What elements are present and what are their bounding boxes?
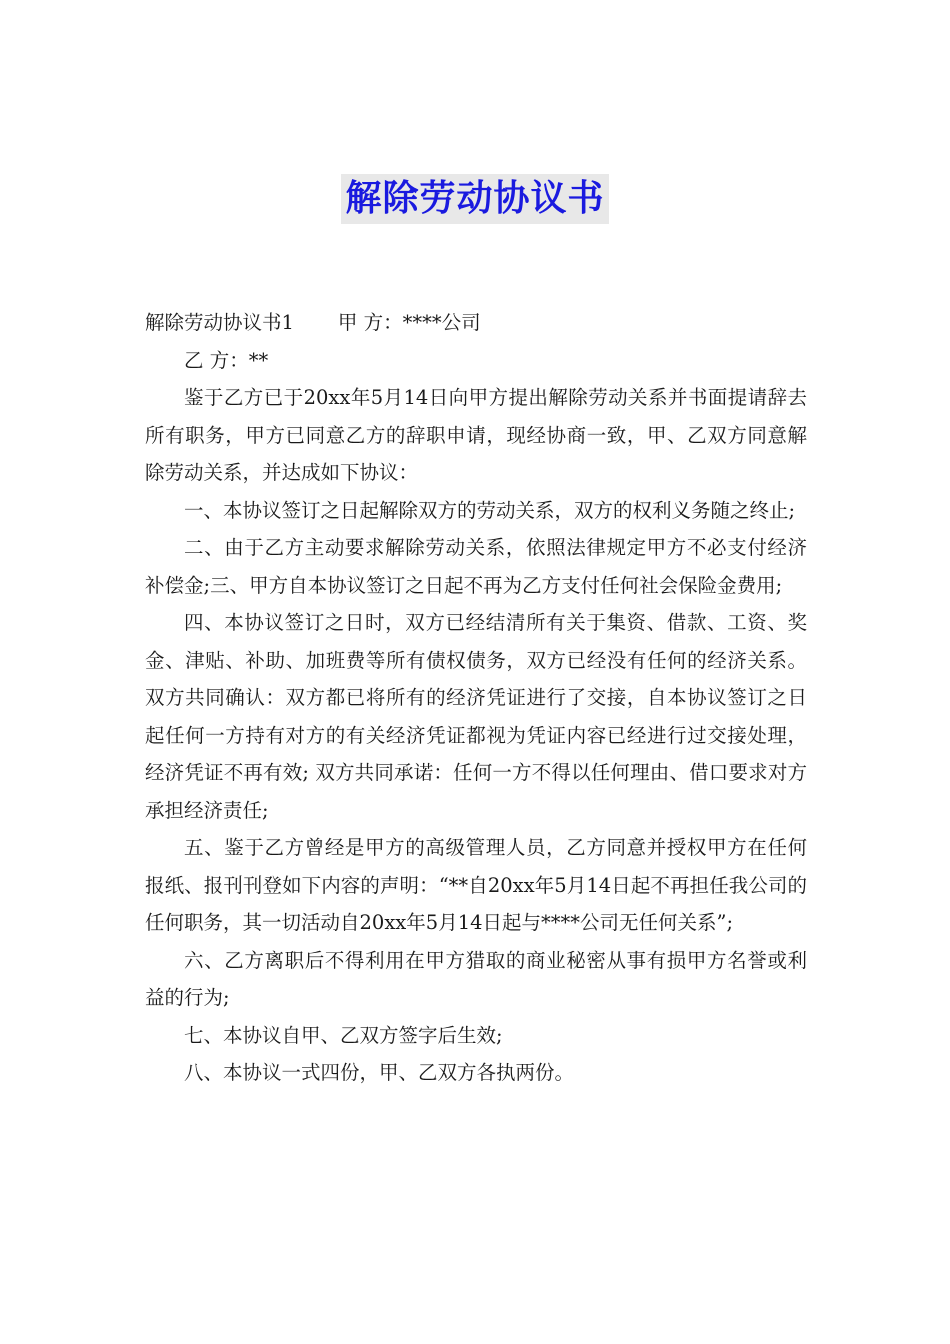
party-a: 甲 方：****公司 [337, 311, 481, 334]
document-title: 解除劳动协议书 [341, 174, 608, 224]
heading-line [145, 304, 807, 342]
paragraph-clause-2-3: 二、由于乙方主动要求解除劳动关系，依照法律规定甲方不必支付经济补偿金;三、甲方自本协议签订之日起不再为乙方支付任何社会保险金费用; [145, 536, 807, 597]
paragraph-clause-6: 六、乙方离职后不得利用在甲方猎取的商业秘密从事有损甲方名誉或利益的行为; [145, 948, 807, 1009]
title-container [0, 174, 950, 224]
document-body [145, 304, 807, 1092]
paragraph-clause-5: 五、鉴于乙方曾经是甲方的高级管理人员，乙方同意并授权甲方在任何报纸、报刊刊登如下内容的声明：“**自20xx年5月14日起不再担任我公司的任何职务，其一切活动自20xx年5月14日起与****公司无任何关系”; [145, 836, 807, 934]
paragraph-clause-4: 四、本协议签订之日时，双方已经结清所有关于集资、借款、工资、奖金、津贴、补助、加班费等所有债权债务，双方已经没有任何的经济关系。双方共同确认：双方都已将所有的经济凭证进行了交接，自本协议签订之日起任何一方持有对方的有关经济凭证都视为凭证内容已经进行过交接处理，经济凭证不再有效; 双方共同承诺：任何一方不得以任何理由、借口要求对方承担经济责任; [145, 611, 807, 822]
party-b: 乙 方：** [184, 348, 269, 372]
paragraph-clause-7: 七、本协议自甲、乙双方签字后生效; [184, 1023, 503, 1047]
paragraph-preamble: 鉴于乙方已于20xx年5月14日向甲方提出解除劳动关系并书面提请辞去所有职务，甲方已同意乙方的辞职申请，现经协商一致，甲、乙双方同意解除劳动关系，并达成如下协议： [145, 386, 807, 484]
paragraph-clause-8: 八、本协议一式四份，甲、乙双方各执两份。 [184, 1061, 575, 1084]
paragraph-clause-1: 一、本协议签订之日起解除双方的劳动关系，双方的权利义务随之终止; [184, 498, 796, 522]
heading-label: 解除劳动协议书1 [145, 311, 294, 334]
